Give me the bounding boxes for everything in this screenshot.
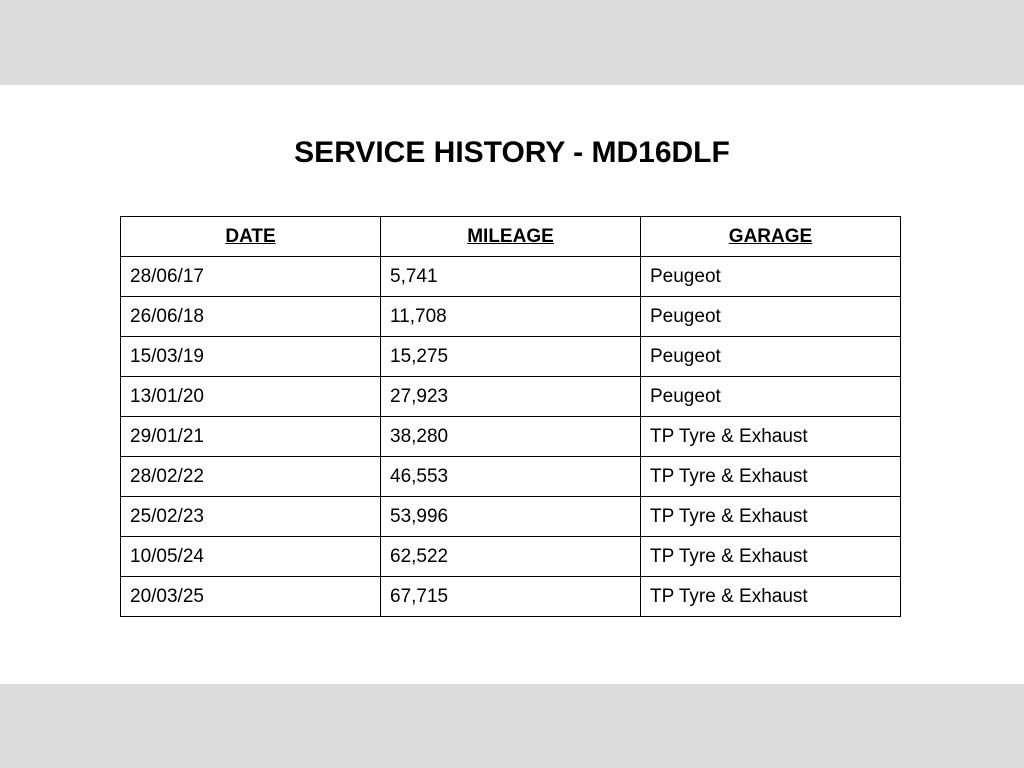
table-row — [121, 417, 901, 457]
cell-garage: Peugeot — [641, 337, 901, 377]
table-row — [121, 297, 901, 337]
cell-mileage: 38,280 — [381, 417, 641, 457]
cell-garage: TP Tyre & Exhaust — [641, 577, 901, 617]
cell-mileage: 46,553 — [381, 457, 641, 497]
cell-mileage: 27,923 — [381, 377, 641, 417]
cell-garage: Peugeot — [641, 257, 901, 297]
table-row — [121, 337, 901, 377]
cell-mileage: 53,996 — [381, 497, 641, 537]
cell-date: 15/03/19 — [121, 337, 381, 377]
cell-date: 10/05/24 — [121, 537, 381, 577]
cell-date: 13/01/20 — [121, 377, 381, 417]
document-page — [0, 85, 1024, 684]
cell-garage: Peugeot — [641, 377, 901, 417]
document-title: SERVICE HISTORY - MD16DLF — [294, 136, 730, 169]
table-row — [121, 577, 901, 617]
cell-mileage: 11,708 — [381, 297, 641, 337]
cell-garage: TP Tyre & Exhaust — [641, 537, 901, 577]
table-header-row — [121, 217, 901, 257]
header-garage: GARAGE — [641, 217, 901, 257]
cell-mileage: 67,715 — [381, 577, 641, 617]
cell-garage: Peugeot — [641, 297, 901, 337]
cell-date: 28/06/17 — [121, 257, 381, 297]
header-mileage: MILEAGE — [381, 217, 641, 257]
table-row — [121, 377, 901, 417]
cell-date: 25/02/23 — [121, 497, 381, 537]
cell-garage: TP Tyre & Exhaust — [641, 417, 901, 457]
cell-mileage: 62,522 — [381, 537, 641, 577]
cell-date: 20/03/25 — [121, 577, 381, 617]
table-row — [121, 457, 901, 497]
cell-garage: TP Tyre & Exhaust — [641, 457, 901, 497]
header-date: DATE — [121, 217, 381, 257]
table-row — [121, 537, 901, 577]
table-row — [121, 497, 901, 537]
cell-date: 26/06/18 — [121, 297, 381, 337]
cell-mileage: 5,741 — [381, 257, 641, 297]
cell-garage: TP Tyre & Exhaust — [641, 497, 901, 537]
cell-date: 28/02/22 — [121, 457, 381, 497]
cell-date: 29/01/21 — [121, 417, 381, 457]
service-history-table — [120, 216, 901, 617]
cell-mileage: 15,275 — [381, 337, 641, 377]
table-row — [121, 257, 901, 297]
